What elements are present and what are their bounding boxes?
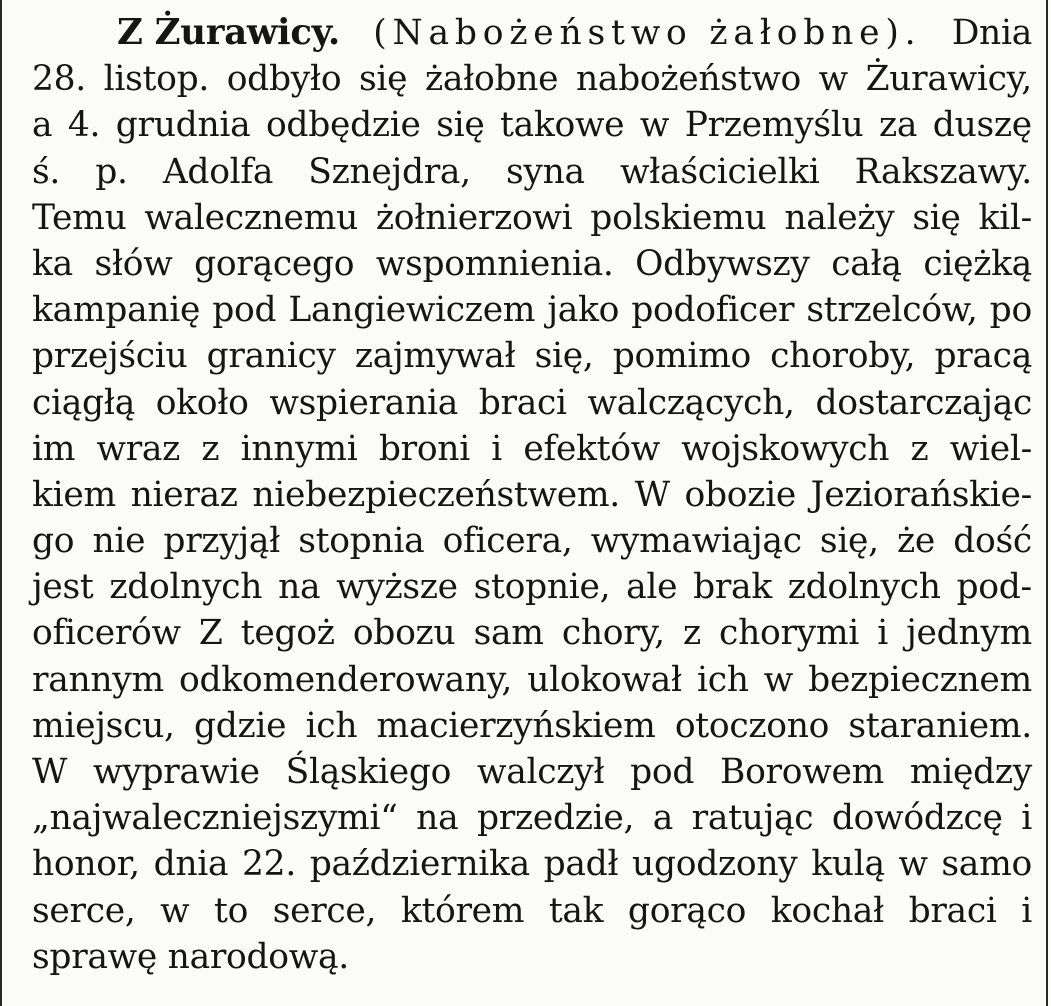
word: i [877, 613, 888, 654]
word: Żurawicy, [865, 59, 1032, 100]
word: przedzie, [476, 798, 635, 839]
word: ś. [32, 151, 61, 192]
word: obozie [684, 474, 796, 515]
word: zdolnych [787, 567, 941, 608]
word: wraz [96, 428, 181, 469]
word: na [278, 567, 321, 608]
word: Jeziorańskie- [810, 474, 1032, 515]
word: wyprawie [93, 752, 260, 792]
word: pracą [934, 336, 1032, 377]
word: przejściu [32, 336, 188, 377]
word: broni [378, 428, 470, 469]
word: go [32, 521, 75, 562]
word: nabożeństwo [575, 59, 801, 100]
word: tak [548, 890, 604, 931]
word: kochał [770, 890, 884, 931]
word: gdzie [193, 705, 287, 746]
word: słów [94, 243, 173, 284]
article-headline: Z Żurawicy. [117, 12, 340, 53]
word: tegoż [240, 613, 335, 654]
word: którem [400, 890, 525, 931]
word: braci [478, 382, 567, 423]
word: że [897, 521, 936, 562]
column-rule [1046, 0, 1048, 1006]
word: października [309, 844, 530, 885]
word: na [416, 798, 459, 839]
word: macierzyńskiem [376, 705, 656, 746]
text-line-11 [32, 472, 1032, 518]
word: ulokował [527, 659, 682, 700]
word: się [436, 105, 485, 146]
word: kil- [978, 197, 1032, 238]
word: wiel- [949, 428, 1032, 469]
word: ratując [691, 798, 814, 839]
word: W [32, 752, 68, 792]
word: 4. [67, 105, 101, 146]
word: z [201, 428, 220, 469]
word: wspierania [269, 382, 458, 423]
word: innymi [240, 428, 358, 469]
word: jednym [906, 613, 1032, 654]
word: jako [547, 290, 620, 331]
article-subheading: (Nabożeństwo żałobne). [373, 13, 922, 53]
word: właścicielki [619, 151, 820, 192]
word: należy [784, 197, 895, 238]
word: Adolfa [162, 151, 274, 192]
text-line: Dnia [951, 13, 1032, 53]
word: ciągłą [32, 382, 135, 423]
word: Borowem [720, 752, 884, 792]
word: z [910, 428, 929, 469]
word: żałobne [424, 59, 559, 100]
word: Sznejdra, [308, 151, 471, 192]
word: Odbywszy [635, 243, 810, 284]
word: pomimo [612, 336, 751, 377]
word: kulą [811, 844, 885, 885]
word: kiem [32, 474, 116, 515]
word: serce, [32, 890, 136, 931]
word: im [32, 428, 76, 469]
word: wyższe [336, 567, 458, 608]
word: w [160, 890, 190, 931]
text-line-14 [32, 610, 1032, 656]
word: ale [626, 567, 678, 608]
word: się, [534, 336, 594, 377]
word: 28. [32, 59, 86, 100]
text-line-5 [32, 195, 1032, 241]
word: walecznemu [144, 197, 358, 238]
text-line-21: sprawę narodową. [32, 936, 349, 977]
word: bezpiecznem [808, 659, 1032, 700]
word: samo [941, 844, 1032, 885]
text-line-6 [32, 241, 1032, 287]
text-line-2 [32, 56, 1032, 102]
word: stopnia [298, 521, 425, 562]
word: gorącego [194, 243, 355, 284]
text-line-15 [32, 657, 1032, 703]
word: około [155, 382, 249, 423]
word: staraniem. [848, 705, 1032, 746]
word: Z [198, 613, 223, 654]
word: zajmywał [354, 336, 516, 377]
word: Langiewiczem [288, 290, 536, 331]
word: się [358, 59, 408, 100]
word: serce, [272, 890, 377, 931]
word: Temu [32, 197, 127, 238]
word: odkomenderowany, [179, 659, 513, 700]
word: dnia [153, 844, 229, 885]
word: to [214, 890, 249, 931]
word: nie [92, 521, 146, 562]
word: w [818, 59, 848, 100]
text-line-19 [32, 841, 1032, 887]
text-line-13 [32, 564, 1032, 610]
word: brak [693, 567, 772, 608]
word: żołnierzowi [375, 197, 573, 238]
word: pod [630, 752, 695, 792]
text-line-12 [32, 518, 1032, 564]
word: pod- [956, 567, 1032, 608]
word: obozu [352, 613, 456, 654]
word: odbyło [226, 59, 342, 100]
word: takowe [500, 105, 625, 146]
word: Przemyślu [684, 105, 864, 146]
word: miejscu, [32, 705, 175, 746]
word: listop. [103, 59, 210, 100]
word: grudnia [115, 105, 251, 146]
word: gorąco [627, 890, 747, 931]
word: padł [543, 844, 619, 885]
word: wspomnienia. [375, 243, 614, 284]
word: oficera, [442, 521, 573, 562]
word: ka [32, 243, 73, 284]
word: się [912, 197, 961, 238]
text-line-10 [32, 426, 1032, 472]
word: jest [32, 567, 94, 608]
word: w [639, 105, 670, 146]
word: przyjął [163, 521, 281, 562]
word: z [682, 613, 701, 654]
word: w [898, 844, 928, 885]
word: a [32, 105, 53, 146]
word: dostarczając [815, 382, 1032, 423]
word: i [491, 428, 503, 469]
text-line-4 [32, 149, 1032, 195]
word: W [634, 474, 670, 515]
word: całą [831, 243, 902, 284]
word: pod [212, 290, 277, 331]
word: p. [95, 151, 128, 192]
word: ich [305, 705, 358, 746]
word: efektów [523, 428, 660, 469]
word: nieraz [130, 474, 238, 515]
word: sam [473, 613, 544, 654]
word: stopnie, [473, 567, 611, 608]
word: ciężką [923, 243, 1032, 284]
word: za [879, 105, 918, 146]
word: ugodzony [632, 844, 798, 885]
word: braci [908, 890, 997, 931]
word: po [989, 290, 1032, 331]
article-line-1 [32, 10, 1032, 56]
word: i [1021, 798, 1032, 839]
text-line-16 [32, 703, 1032, 749]
word: „najwaleczniejszymi“ [32, 798, 398, 839]
word: wojskowych [681, 428, 890, 469]
word: 22. [242, 844, 296, 885]
word: Rakszawy. [854, 151, 1032, 192]
text-line-18 [32, 795, 1032, 841]
word: strzelców, [806, 290, 978, 331]
word: ich [696, 659, 749, 700]
word: odbędzie [265, 105, 421, 146]
word: chory, [561, 613, 665, 654]
word: Śląskiego [285, 752, 452, 792]
word: i [1021, 890, 1032, 931]
word: wymawiając [590, 521, 802, 562]
text-line-8 [32, 333, 1032, 379]
text-line-3 [32, 102, 1032, 148]
word: granicy [206, 336, 336, 377]
word: rannym [32, 659, 164, 700]
word: otoczono [674, 705, 830, 746]
word: dość [953, 521, 1032, 562]
word: a [652, 798, 674, 839]
word: w [763, 659, 794, 700]
word: choroby, [770, 336, 916, 377]
word: syna [506, 151, 585, 192]
text-line-20 [32, 888, 1032, 934]
text-line-7 [32, 287, 1032, 333]
word: walczył [477, 752, 605, 792]
word: podoficer [631, 290, 795, 331]
word: honor, [32, 844, 140, 885]
text-line-9 [32, 380, 1032, 426]
text-line-17 [32, 749, 1032, 795]
word: kampanię [32, 290, 201, 331]
word: chorymi [719, 613, 859, 654]
article-body [32, 10, 1032, 980]
word: się, [819, 521, 879, 562]
word: polskiemu [590, 197, 767, 238]
word: oficerów [32, 613, 181, 654]
word: walczących, [587, 382, 795, 423]
word: dowódzcę [831, 798, 1003, 839]
word: duszę [932, 105, 1032, 146]
word: między [909, 752, 1032, 792]
word: niebezpieczeństwem. [252, 474, 620, 515]
word: zdolnych [109, 567, 263, 608]
